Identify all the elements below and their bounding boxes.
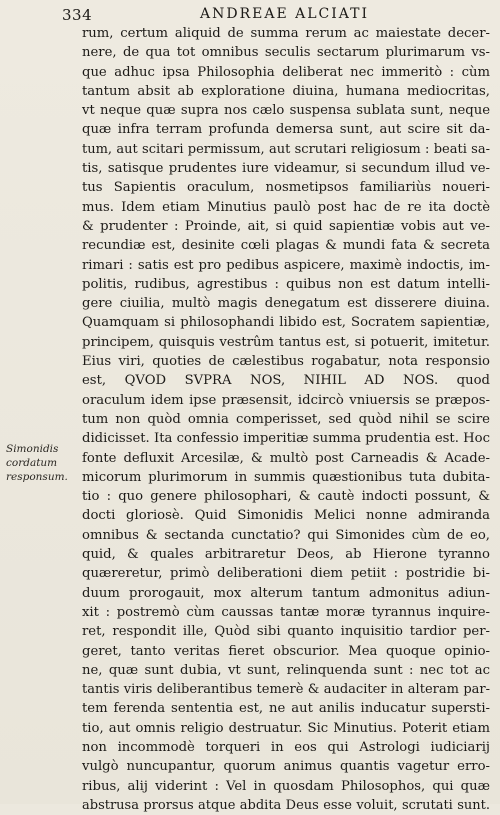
text-line: recundiæ est, desinite cœli plagas & mundi fata & secreta bbox=[82, 238, 490, 254]
text-line: rimari : satis est pro pedibus aspicere, maximè indoctis, im- bbox=[82, 257, 490, 273]
text-line: Eius viri, quoties de cælestibus rogabatur, nota responsio bbox=[82, 354, 490, 370]
page-number: 334 bbox=[62, 6, 93, 24]
text-line: tio : quo genere philosophari, & cautè indocti possunt, & bbox=[82, 489, 490, 505]
text-line: vt neque quæ supra nos cælo suspensa sublata sunt, neque bbox=[82, 103, 490, 119]
text-line: tem ferenda sententia est, ne aut anilis inducatur supersti- bbox=[82, 701, 490, 717]
text-line: quid, & quales arbitraretur Deos, ab Hierone tyranno bbox=[82, 547, 490, 563]
text-line: xit : postremò cùm caussas tantæ moræ tyrannus inquire- bbox=[82, 604, 490, 620]
text-line: non incommodè torqueri in eos qui Astrologi iudiciarij bbox=[82, 739, 490, 755]
margin-note-line: responsum. bbox=[6, 471, 68, 483]
text-line: que adhuc ipsa Philosophia deliberat nec immeritò : cùm bbox=[82, 64, 490, 80]
text-line: principem, quisquis vestrûm tantus est, si potuerit, imitetur. bbox=[82, 334, 490, 350]
body-text bbox=[82, 24, 490, 815]
text-line: nere, de qua tot omnibus seculis sectarum plurimarum vs- bbox=[82, 45, 490, 61]
text-line: tantum absit ab exploratione diuina, humana mediocritas, bbox=[82, 83, 490, 99]
text-line: Quamquam si philosophandi libido est, Socratem sapientiæ, bbox=[82, 315, 490, 331]
text-line: ribus, alij viderint : Vel in quosdam Philosophos, qui quæ bbox=[82, 778, 490, 794]
text-line: ret, respondit ille, Quòd sibi quanto inquisitio tardior per- bbox=[82, 624, 490, 640]
margin-note bbox=[6, 442, 70, 484]
text-line: gere ciuilia, multò magis denegatum est disserere diuina. bbox=[82, 296, 490, 312]
text-line: politis, rudibus, agrestibus : quibus non est datum intelli- bbox=[82, 276, 490, 292]
running-head: ANDREAE ALCIATI bbox=[200, 6, 369, 22]
text-line: tis, satisque prudentes iure videamur, si secundum illud ve- bbox=[82, 161, 490, 177]
text-line: oraculum idem ipse præsensit, idcircò vniuersis se præpos- bbox=[82, 392, 490, 408]
text-line: est, QVOD SVPRA NOS, NIHIL AD NOS. quod bbox=[82, 373, 490, 389]
text-line: tum, aut scitari permissum, aut scrutari religiosum : beati sa- bbox=[82, 141, 490, 157]
text-line: abstrusa prorsus atque abdita Deus esse voluit, scrutati sunt. bbox=[82, 797, 490, 813]
text-line: ne, quæ sunt dubia, vt sunt, relinquenda sunt : nec tot ac bbox=[82, 662, 490, 678]
text-line: docti gloriosè. Quid Simonidis Melici nonne admiranda bbox=[82, 508, 490, 524]
margin-note-line: Simonidis bbox=[6, 443, 59, 455]
text-line: micorum plurimorum in summis quæstionibus tuta dubita- bbox=[82, 469, 490, 485]
text-line: rum, certum aliquid de summa rerum ac maiestate decer- bbox=[82, 26, 490, 41]
text-line: quæreretur, primò deliberationi diem petiit : postridie bi- bbox=[82, 566, 490, 582]
text-line: didicisset. Ita confessio imperitiæ summa prudentia est. Hoc bbox=[82, 431, 490, 447]
text-line: & prudenter : Proinde, ait, si quid sapientiæ vobis aut ve- bbox=[82, 218, 490, 234]
text-line: fonte defluxit Arcesilæ, & multò post Carneadis & Acade- bbox=[82, 450, 490, 466]
text-line: tio, aut omnis religio destruatur. Sic Minutius. Poterit etiam bbox=[82, 720, 490, 736]
text-line: quæ infra terram profunda demersa sunt, aut scire sit da- bbox=[82, 122, 490, 138]
text-line: tus Sapientis oraculum, nosmetipsos familiariùs noueri- bbox=[82, 180, 490, 196]
text-line: mus. Idem etiam Minutius paulò post hac de re ita doctè bbox=[82, 199, 490, 215]
text-line: vulgò nuncupantur, quorum animus quantis vagetur erro- bbox=[82, 759, 490, 775]
text-line: duum prorogauit, mox alterum tantum admonitus adiun- bbox=[82, 585, 490, 601]
text-line: geret, tanto veritas fieret obscurior. Mea quoque opinio- bbox=[82, 643, 490, 659]
text-line: omnibus & sectanda cunctatio? qui Simonides cùm de eo, bbox=[82, 527, 490, 543]
text-line: tantis viris deliberantibus temerè & audaciter in alteram par- bbox=[82, 682, 490, 698]
margin-note-line: cordatum bbox=[6, 457, 58, 469]
text-line: tum non quòd omnia comperisset, sed quòd nihil se scire bbox=[82, 411, 490, 427]
